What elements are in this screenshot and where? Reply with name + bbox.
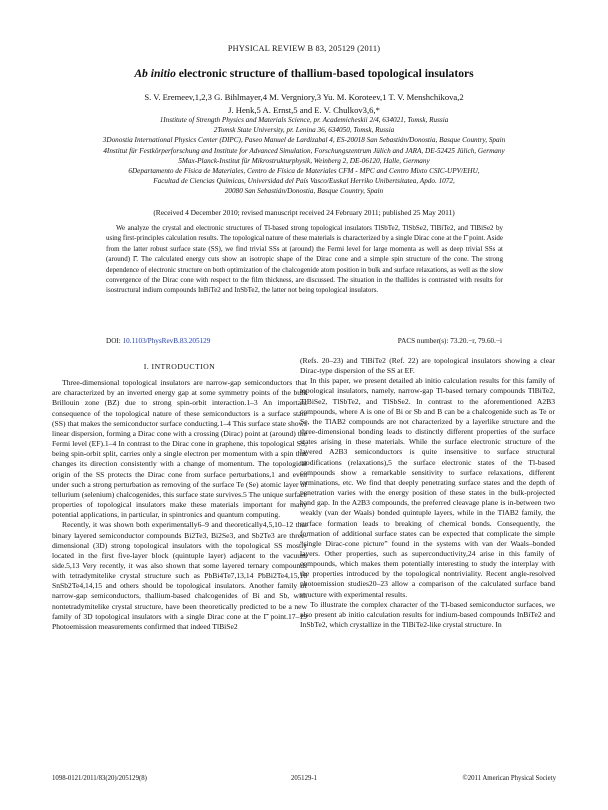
affiliation: 3Donostia International Physics Center (DIPC), Paseo Manuel de Lardizabal 4, ES-20018 San Sebastián/Donostia, Basque Country, Spain <box>102 136 506 145</box>
title-italic: Ab initio <box>134 67 176 80</box>
author-list <box>70 91 538 116</box>
abstract: We analyze the crystal and electronic structures of Tl-based strong topological insulators TlSbTe2, TlSbSe2, TlBiTe2, and TlBiSe2 by using first-principles calculation results. The topological nature of these materials is characterized by a single Dirac cone at the Γ̄ point. Aside from the latter robust surface state (SS), we find trivial SSs at (around) the Fermi level for large momenta as well as deep trivial SSs at (around) Γ̄. The calculated energy cuts show an isotropic shape of the Dirac cone and a simple spin structure of the cone. The strong dependence of electronic structure on both optimization of the chalcogenide atom position in bulk and surface relaxations, as well as the slow convergence of the Dirac cone with respect to the film thickness, are discussed. The situation in the thallides is contrasted with results for isostructural indium compounds InBiTe2 and InSbTe2, the latter not being topological insulators. <box>106 224 503 295</box>
affiliation-list <box>40 115 568 197</box>
footer-issn: 1098-0121/2011/83(20)/205129(8) <box>52 775 147 782</box>
author-line-2: J. Henk,5 A. Ernst,5 and E. V. Chulkov3,6,* <box>228 104 380 115</box>
paragraph: Three-dimensional topological insulators are narrow-gap semiconductors that are characterized by an inverted energy gap at some symmetry points of the bulk Brillouin zone (BZ) due to strong spin-orbit interaction.1–3 An important consequence of the topological nature of these semiconductors is a surface state (SS) that makes the semiconductor surface conducting.1–4 This surface state shows linear dispersion, forming a Dirac cone with a crossing (Dirac) point at (around) the Fermi level (EF).1–4 In contrast to the Dirac cone in graphene, this topological SS, being spin-orbit split, carries only a single electron per momentum with a spin that changes its direction consistently with a change of momentum. The topological origin of the SS protects the Dirac cone from surface perturbations,1 and even under such a strong perturbation as removing of the surface Te (Se) atomic layer of tellurium (selenium) chalcogenides, this surface state survives.5 The unique surface properties of topological insulators make these materials important for many potential applications, in particular, in spintronics and quantum computing. <box>52 378 307 520</box>
received-dates: (Received 4 December 2010; revised manuscript received 24 February 2011; published 25 May 2011) <box>153 208 455 217</box>
doi-line <box>106 337 210 345</box>
author-line-1: S. V. Eremeev,1,2,3 G. Bihlmayer,4 M. Vergniory,3 Yu. M. Koroteev,1 T. V. Menshchikova,2 <box>144 92 464 102</box>
doi-link[interactable]: 10.1103/PhysRevB.83.205129 <box>122 337 211 345</box>
affiliation: 4Institut für Festkörperforschung and Institute for Advanced Simulation, Forschungszentrum Jülich and JARA, DE-52425 Jülich, Germany <box>103 146 505 155</box>
section-heading: I. INTRODUCTION <box>143 362 216 371</box>
doi-label: DOI: <box>106 337 121 345</box>
paragraph: To illustrate the complex character of the Tl-based semiconductor surfaces, we also present ab initio calculation results for indium-based compounds InBiTe2 and InSbTe2, which crystallize in the TlBiTe2-like crystal structure. In <box>300 599 555 630</box>
title-rest: electronic structure of thallium-based topological insulators <box>175 67 474 80</box>
journal-header: PHYSICAL REVIEW B 83, 205129 (2011) <box>227 44 381 53</box>
right-column <box>300 356 555 630</box>
paragraph: (Refs. 20–23) and TlBiTe2 (Ref. 22) are topological insulators showing a clear Dirac-type dispersion of the SS at EF. <box>300 356 555 376</box>
footer-page-number: 205129-1 <box>290 775 318 782</box>
affiliation: Facultad de Ciencias Químicas, Universidad del País Vasco/Euskal Herriko Unibertsitatea, Apdo. 1072, <box>153 177 455 186</box>
affiliation: 1Institute of Strength Physics and Materials Science, pr. Academicheskii 2/4, 634021, Tomsk, Russia <box>159 116 449 124</box>
left-column <box>52 356 307 632</box>
paragraph: In this paper, we present detailed ab initio calculation results for this family of topological insulators, namely, narrow-gap Tl-based ternary compounds TlBiTe2, TlBiSe2, TlSbTe2, and TlSbSe2. In contrast to the aforementioned A2B3 compounds, where A is one of Bi or Sb and B can be a chalcogenide such as Te or Se, the TlAB2 compounds are not characterized by a layerlike structure and the three-dimensional bonding leads to distinctly different properties of the surface states arising in these materials. While the surface electronic structure of the layered A2B3 semiconductors is quite insensitive to surface structural modifications (relaxations),5 the surface electronic states of the Tl-based compounds show a remarkable sensitivity to surface relaxations, different terminations, etc. We find that deeply penetrating surface states and the depth of penetration varies with the energy position of these states in the bulk-projected band gap. In the A2B3 compounds, the preferred cleavage plane is in-between two weakly (van der Waals) bonded quintuple layers, while in the TlAB2 family, the surface formation leads to breaking of chemical bonds. Consequently, the formation of additional surface states can be expected that complicate the simple “single Dirac-cone picture” found in the systems with van der Waals–bonded layers. Other properties, such as superconductivity,24 arise in this family of compounds, which makes them potentially interesting to study the interplay with the properties introduced by the topological nontriviality. Recent angle-resolved photoemission studies20–23 allow a comparison of the calculated surface band structure with experimental results. <box>300 376 555 599</box>
affiliation: 20080 San Sebastián/Donostia, Basque Country, Spain <box>224 187 384 196</box>
affiliation: 2Tomsk State University, pr. Lenina 36, 634050, Tomsk, Russia <box>213 126 395 135</box>
affiliation: 5Max-Planck-Institut für Mikrostrukturphysik, Weinberg 2, DE-06120, Halle, Germany <box>178 156 430 165</box>
paper-title <box>40 67 568 80</box>
affiliation: 6Departamento de Física de Materiales, Centro de Física de Materiales CFM - MPC and Centro Mixto CSIC-UPV/EHU, <box>128 167 480 176</box>
paragraph: Recently, it was shown both experimentally6–9 and theoretically4,5,10–12 that binary layered semiconductor compounds Bi2Te3, Bi2Se3, and Sb2Te3 are three-dimensional (3D) strong topological insulators with the topological SS mostly located in the first five-layer block (quintuple layer) adjacent to the vacuum side.5,13 Very recently, it was also shown that some layered ternary compounds with tetradymitelike crystal structure such as PbBi4Te7,13,14 PbBi2Te4,15,16 SnSb2Te4,14,15 and others should be topological insulators. Another family of narrow-gap semiconductors, thallium-based chalcogenides of Bi and Sb, with nontetradymitelike crystal structure, have been theoretically predicted to be a new family of 3D topological insulators with a single Dirac cone at the Γ̄ point.17–19 Photoemission measurements confirmed that indeed TlBiSe2 <box>52 520 307 631</box>
pacs-numbers: PACS number(s): 73.20.−r, 79.60.−i <box>397 337 502 345</box>
footer-copyright: ©2011 American Physical Society <box>462 775 556 782</box>
